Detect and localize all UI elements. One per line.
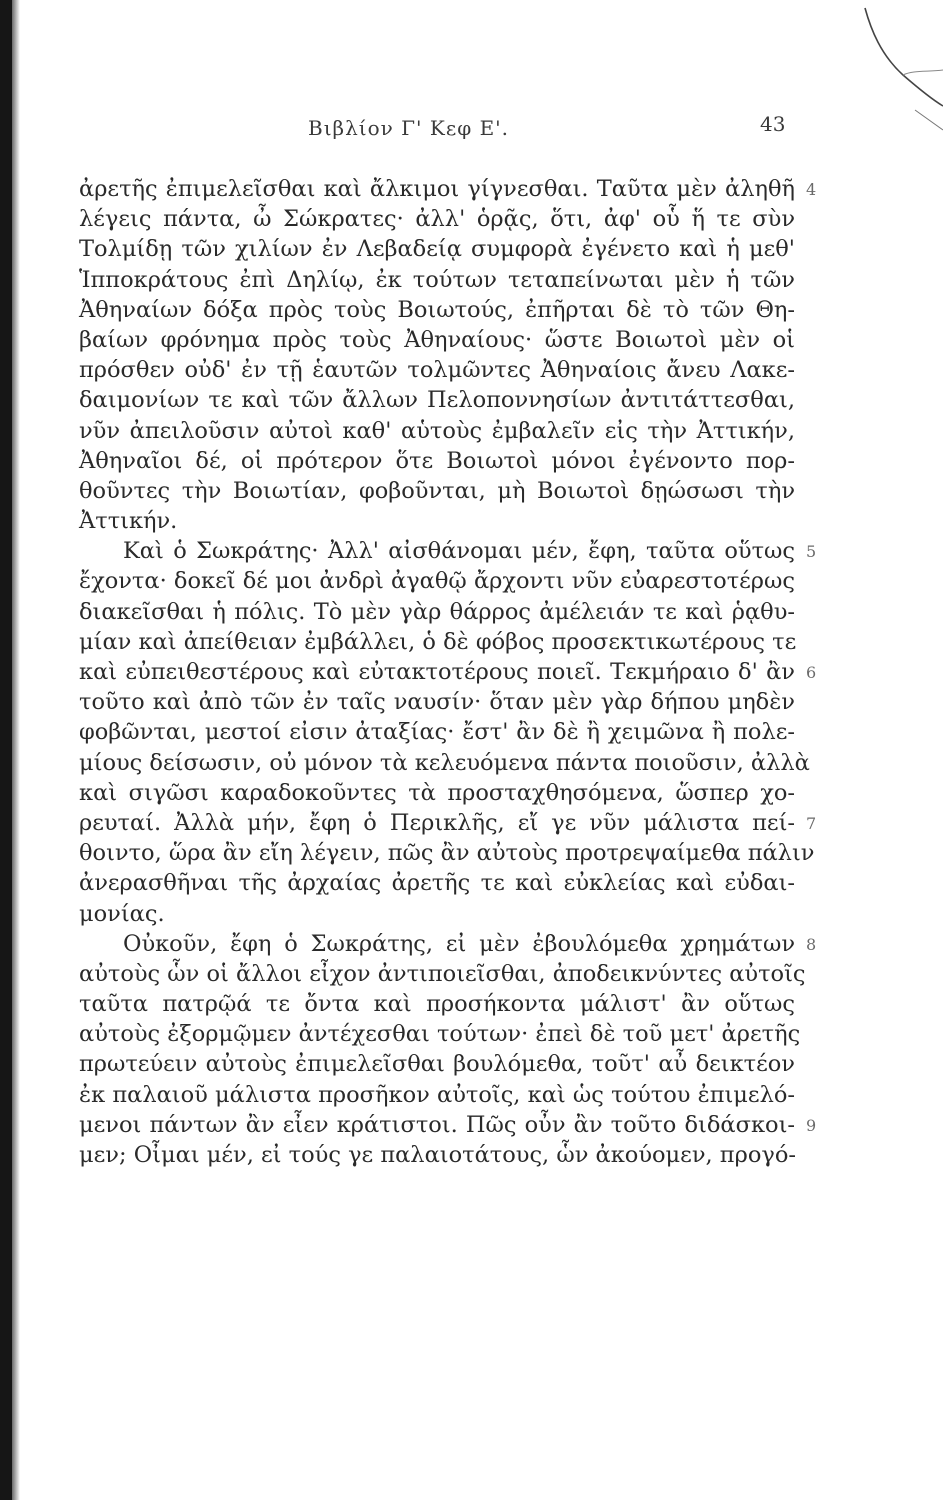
text-line: ρευταί. Ἀλλὰ μήν, ἔφη ὁ Περικλῆς, εἴ γε νῦν μάλιστα πεί- — [79, 809, 795, 836]
section-number: 8 — [806, 935, 817, 954]
text-line: μίαν καὶ ἀπείθειαν ἐμβάλλει, ὁ δὲ φόβος προσεκτικωτέρους τε — [79, 628, 797, 655]
book-binding-edge — [0, 0, 12, 1500]
text-line: δαιμονίων τε καὶ τῶν ἄλλων Πελοποννησίων ἀντιτάττεσθαι, — [79, 387, 795, 414]
text-line: θοῦντες τὴν Βοιωτίαν, φοβοῦνται, μὴ Βοιωτοὶ δῃώσωσι τὴν — [79, 477, 795, 504]
text-line: μίους δείσωσιν, οὐ μόνον τὰ κελευόμενα πάντα ποιοῦσιν, ἀλλὰ — [79, 749, 810, 776]
text-line: ἀνερασθῆναι τῆς ἀρχαίας ἀρετῆς τε καὶ εὐκλείας καὶ εὐδαι- — [79, 870, 795, 897]
text-line: βαίων φρόνημα πρὸς τοὺς Ἀθηναίους· ὥστε Βοιωτοὶ μὲν οἱ — [79, 326, 795, 353]
text-line: Ἀθηναίων δόξα πρὸς τοὺς Βοιωτούς, ἐπῆρται δὲ τὸ τῶν Θη- — [79, 296, 795, 323]
binding-shadow — [12, 0, 20, 1500]
body-text — [79, 174, 815, 1170]
text-line: ἀρετῆς ἐπιμελεῖσθαι καὶ ἄλκιμοι γίγνεσθαι. Ταῦτα μὲν ἀληθῆ — [79, 176, 795, 202]
text-line: φοβῶνται, μεστοί εἰσιν ἀταξίας· ἔστ' ἂν δὲ ἢ χειμῶνα ἢ πολε- — [79, 719, 795, 746]
text-line: αὐτοὺς ὧν οἱ ἄλλοι εἶχον ἀντιποιεῖσθαι, ἀποδεικνύντες αὐτοῖς — [79, 960, 806, 987]
section-number: 7 — [806, 814, 817, 834]
text-line: πρόσθεν οὐδ' ἐν τῇ ἑαυτῶν τολμῶντες Ἀθηναίοις ἄνευ Λακε- — [79, 357, 795, 384]
text-line: θοιντο, ὥρα ἂν εἴη λέγειν, πῶς ἂν αὐτοὺς προτρεψαίμεθα πάλιν — [79, 840, 815, 867]
text-line: ταῦτα πατρῷά τε ὄντα καὶ προσήκοντα μάλιστ' ἂν οὕτως — [79, 991, 795, 1018]
text-line: καὶ εὐπειθεστέρους καὶ εὐτακτοτέρους ποιεῖ. Τεκμήραιο δ' ἂν — [79, 659, 795, 685]
text-line: αὐτοὺς ἐξορμῷμεν ἀντέχεσθαι τούτων· ἐπεὶ δὲ τοῦ μετ' ἀρετῆς — [79, 1021, 801, 1048]
folded-corner — [833, 0, 943, 140]
text-line: ἐκ παλαιοῦ μάλιστα προσῆκον αὐτοῖς, καὶ ὡς τούτου ἐπιμελό- — [79, 1081, 795, 1108]
text-line: καὶ σιγῶσι καραδοκοῦντες τὰ προσταχθησόμενα, ὥσπερ χο- — [79, 779, 795, 806]
text-line: μονίας. — [79, 900, 165, 927]
text-line: πρωτεύειν αὐτοὺς ἐπιμελεῖσθαι βουλόμεθα, τοῦτ' αὖ δεικτέον — [79, 1051, 795, 1078]
text-line: διακεῖσθαι ἡ πόλις. Τὸ μὲν γὰρ θάρρος ἀμέλειάν τε καὶ ῥᾳθυ- — [79, 598, 795, 625]
section-number: 6 — [806, 663, 817, 683]
text-line: μενοι πάντων ἂν εἶεν κράτιστοι. Πῶς οὖν ἂν τοῦτο διδάσκοι- — [79, 1111, 795, 1138]
text-line: τοῦτο καὶ ἀπὸ τῶν ἐν ταῖς ναυσίν· ὅταν μὲν γὰρ δήπου μηδὲν — [79, 689, 795, 716]
text-line: Οὐκοῦν, ἔφη ὁ Σωκράτης, εἰ μὲν ἐβουλόμεθα χρημάτων — [123, 930, 795, 957]
text-line: ἔχοντα· δοκεῖ δέ μοι ἀνδρὶ ἀγαθῷ ἄρχοντι νῦν εὐαρεστοτέρως — [79, 568, 795, 595]
page-number: 43 — [760, 112, 786, 136]
text-line: μεν; Οἶμαι μέν, εἰ τούς γε παλαιοτάτους, ὧν ἀκούομεν, προγό- — [79, 1142, 796, 1168]
text-line: Ἱπποκράτους ἐπὶ Δηλίῳ, ἐκ τούτων τεταπείνωται μὲν ἡ τῶν — [79, 266, 795, 293]
section-number: 4 — [806, 180, 817, 199]
running-head: Βιβλίον Γ' Κεφ Ε'. — [308, 116, 510, 140]
text-line: Ἀττικήν. — [79, 508, 178, 535]
text-line: Καὶ ὁ Σωκράτης· Ἀλλ' αἰσθάνομαι μέν, ἔφη, ταῦτα οὕτως — [123, 538, 795, 565]
section-number: 9 — [806, 1116, 817, 1136]
text-line: λέγεις πάντα, ὦ Σώκρατες· ἀλλ' ὁρᾷς, ὅτι, ἀφ' οὗ ἥ τε σὺν — [79, 206, 795, 233]
text-line: Τολμίδῃ τῶν χιλίων ἐν Λεβαδείᾳ συμφορὰ ἐγένετο καὶ ἡ μεθ' — [79, 236, 795, 263]
text-line: νῦν ἀπειλοῦσιν αὐτοὶ καθ' αὑτοὺς ἐμβαλεῖν εἰς τὴν Ἀττικήν, — [79, 417, 795, 444]
section-number: 5 — [806, 542, 817, 562]
text-line: Ἀθηναῖοι δέ, οἱ πρότερον ὅτε Βοιωτοὶ μόνοι ἐγένοντο πορ- — [79, 447, 795, 474]
